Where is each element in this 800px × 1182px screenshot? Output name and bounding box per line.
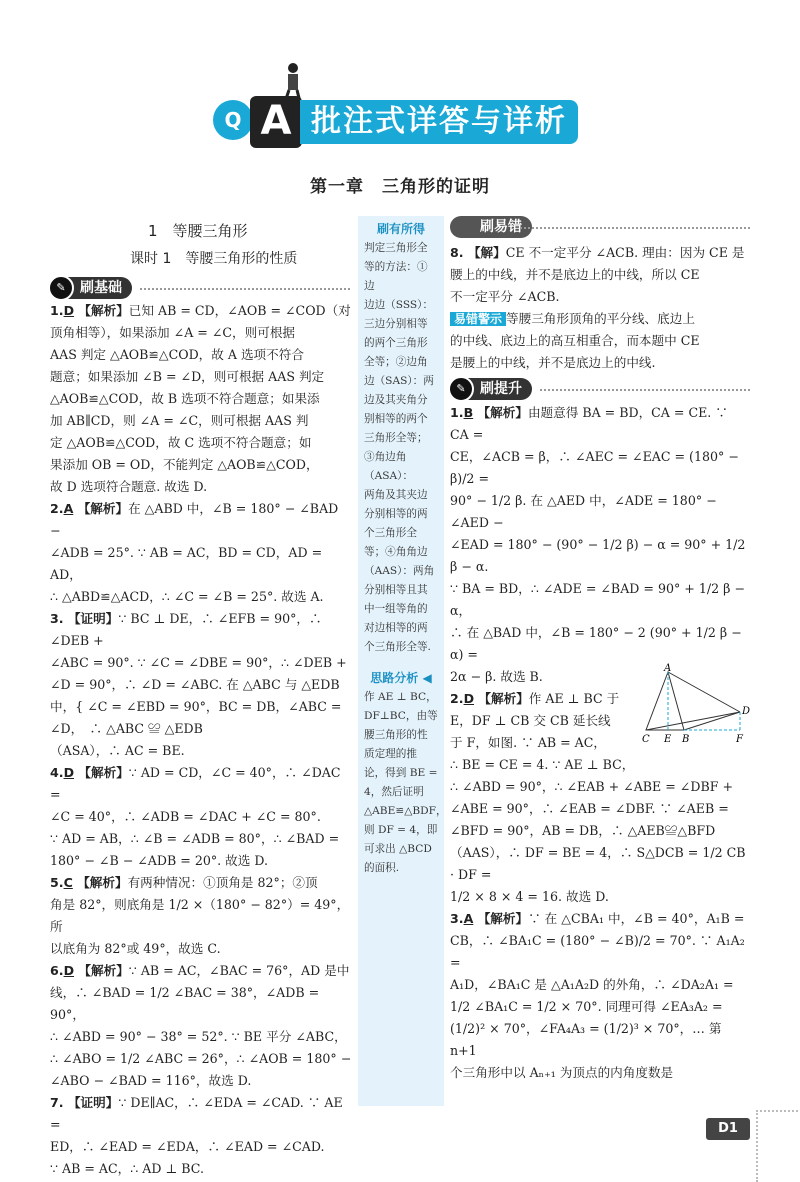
answer-item <box>450 308 750 374</box>
answer-text: ∴ 在 △BAD 中，∠B = 180° − 2 (90° + 1/2 β − α) = <box>450 625 742 662</box>
answer-line <box>450 820 750 842</box>
answer-text: （ASA），∴ AC = BE. <box>50 743 185 758</box>
answer-line <box>50 388 352 410</box>
answer-text: 加 AB∥CD，则 ∠A = ∠C，则可根据 AAS 判 <box>50 413 309 428</box>
answer-text: 等腰三角形顶角的平分线、底边上 <box>506 311 695 326</box>
note-line: 个三角形全 <box>364 527 417 539</box>
answer-text: 故 D 选项符合题意. 故选 D. <box>50 479 208 494</box>
answer-text: E，DF ⊥ CB 交 CB 延长线 <box>450 713 611 728</box>
item-number: 2. <box>450 691 464 706</box>
answer-line <box>50 982 352 1026</box>
label-c: C <box>642 734 650 745</box>
answer-line <box>50 322 352 344</box>
answer-line <box>50 938 352 960</box>
note-heading-1: 刷有所得 <box>376 222 425 236</box>
answer-text: CB，∴ ∠BA₁C = (180° − ∠B)/2 = 70°. ∵ A₁A₂ = <box>450 933 745 970</box>
answer-line <box>50 410 352 432</box>
answer-line <box>450 242 750 264</box>
answer-line <box>50 674 352 696</box>
answer-line <box>50 762 352 806</box>
note-line: 边边（SSS）： <box>364 299 434 311</box>
answer-line <box>50 498 352 542</box>
answer-line <box>50 1158 352 1180</box>
answer-line <box>450 352 750 374</box>
answer-text: 的中线、底边上的高互相重合，而本题中 CE <box>450 333 700 348</box>
answer-line <box>50 1092 352 1136</box>
answer-item <box>50 872 352 960</box>
header-banner: 批注式详答与详析 <box>300 100 578 144</box>
answer-text: 线，∴ ∠BAD = 1/2 ∠BAC = 38°，∠ADB = 90°， <box>50 985 320 1022</box>
answer-text: 以底角为 82°或 49°，故选 C. <box>50 941 221 956</box>
answer-line <box>50 300 352 322</box>
answer-text: ∴ ∠ABD = 90°，∴ ∠EAB + ∠ABE = ∠DBF + <box>450 779 734 794</box>
answer-line <box>450 842 750 886</box>
note-line: 分别相等的两 <box>364 508 428 520</box>
item-number: 4. <box>50 765 64 780</box>
answer-choice: D <box>63 765 75 780</box>
answer-text: 由题意得 BA = BD，CA = CE. ∵ CA = <box>450 405 728 442</box>
answer-line <box>450 446 750 490</box>
answer-text: ∴ ∠ABD = 90° − 38° = 52°. ∵ BE 平分 ∠ABC， <box>50 1029 347 1044</box>
answer-item <box>450 908 750 1084</box>
answer-text: ∵ AB = AC，∠BAC = 76°，AD 是中 <box>128 963 350 978</box>
label-d: D <box>742 706 751 717</box>
page-number: D1 <box>706 1118 750 1140</box>
answer-text: 1/2 ∠BA₁C = 1/2 × 70°. 同理可得 ∠EA₃A₂ = <box>450 999 723 1014</box>
answer-tag: 【解析】 <box>72 875 128 890</box>
answer-line <box>50 1070 352 1092</box>
answer-choice: B <box>463 405 474 420</box>
answer-line <box>450 330 750 352</box>
note-line: 分别相等且其 <box>364 584 428 596</box>
note-line: 的面积. <box>364 862 400 874</box>
note-line: 的两个三角形 <box>364 337 428 349</box>
answer-line <box>450 578 750 622</box>
answer-line <box>450 308 750 330</box>
answer-choice: D <box>63 303 75 318</box>
logo-a: A <box>250 96 302 148</box>
answer-choice: D <box>63 963 75 978</box>
answer-text: ∠D = 90°，∴ ∠D = ∠ABC. 在 △ABC 与 △EDB <box>50 677 340 692</box>
answer-line <box>450 974 750 996</box>
answer-item <box>50 300 352 498</box>
answer-line <box>50 542 352 586</box>
answer-tag: 【解析】 <box>474 691 529 706</box>
note-line: 腰三角形的性 <box>364 729 428 741</box>
logo-q: Q <box>213 100 253 140</box>
answer-line <box>50 806 352 828</box>
answer-text: AAS 判定 △AOB≌△COD，故 A 选项不符合 <box>50 347 304 362</box>
item-number: 3. <box>450 911 464 926</box>
answer-line <box>50 586 352 608</box>
answer-text: 腰上的中线，并不是底边上的中线，所以 CE <box>450 267 700 282</box>
answer-text: 顶角相等），如果添加 ∠A = ∠C，则可根据 <box>50 325 296 340</box>
answer-text: ∠ABO − ∠BAD = 116°，故选 D. <box>50 1073 252 1088</box>
note-line: DF⊥BC，由等 <box>364 710 438 722</box>
item-number: 3. <box>50 611 64 626</box>
item-number: 1. <box>50 303 64 318</box>
answer-text: 作 AE ⊥ BC 于 <box>528 691 620 706</box>
note-line: 作 AE ⊥ BC， <box>364 691 437 703</box>
label-f: F <box>736 734 743 745</box>
side-notes <box>358 216 447 1106</box>
answer-text: 定 △AOB≌△COD，故 C 选项不符合题意；如 <box>50 435 312 450</box>
answer-line <box>50 432 352 454</box>
warning-label: 易错警示 <box>450 312 506 326</box>
answer-text: △AOB≌△COD，故 B 选项不符合题意；如果添 <box>50 391 320 406</box>
answer-line <box>450 908 750 930</box>
answer-line <box>50 960 352 982</box>
divider <box>520 227 750 231</box>
answer-text: 个三角形中以 Aₙ₊₁ 为顶点的内角度数是 <box>450 1065 674 1080</box>
lesson-title: 课时 1 等腰三角形的性质 <box>130 251 298 267</box>
answer-text: 角是 82°，则底角是 1/2 ×（180° − 82°）= 49°，所 <box>50 897 350 934</box>
answer-tag: 【解析】 <box>473 405 528 420</box>
answer-text: 中，{ ∠C = ∠EBD = 90°，BC = DB，∠ABC = ∠D， ∴ △ABC ≌ △EDB <box>50 699 342 736</box>
answer-line <box>50 740 352 762</box>
answer-text: 题意；如果添加 ∠B = ∠D，则可根据 AAS 判定 <box>50 369 325 384</box>
answer-line <box>50 608 352 652</box>
chapter-title: 第一章 三角形的证明 <box>310 177 490 197</box>
note-line: 等；④角角边 <box>364 546 428 558</box>
answer-text: ∵ BA = BD，∴ ∠ADE = ∠BAD = 90° + 1/2 β − α， <box>450 581 745 618</box>
answer-text: 180° − ∠B − ∠ADB = 20°. 故选 D. <box>50 853 268 868</box>
answer-line <box>50 1026 352 1048</box>
answer-text: ∠ABC = 90°. ∵ ∠C = ∠DBE = 90°，∴ ∠DEB + <box>50 655 347 670</box>
note-line: △ABE≌△BDF， <box>364 805 447 817</box>
answer-text: 不一定平分 ∠ACB. <box>450 289 560 304</box>
section-title: 1 等腰三角形 <box>148 222 248 240</box>
answer-text: ∴ BE = CE = 4. ∵ AE ⊥ BC， <box>450 757 635 772</box>
answer-tag: 【证明】 <box>63 611 119 626</box>
answer-text: 在 △ABD 中，∠B = 180° − ∠BAD − <box>50 501 339 538</box>
corner-decoration <box>756 1110 800 1182</box>
note-line: 论，得到 BE = <box>364 767 438 779</box>
answer-item <box>450 242 750 308</box>
badge-error: 刷易错 <box>450 216 532 238</box>
note-line: 判定三角形全 <box>364 242 428 254</box>
label-a: A <box>664 663 672 674</box>
answer-line <box>450 1018 750 1062</box>
note-line: 边（SAS）：两 <box>364 375 434 387</box>
answer-text: 果添加 OB = OD，不能判定 △AOB≌△COD， <box>50 457 319 472</box>
answer-line <box>50 1136 352 1158</box>
note-line: 边及其夹角分 <box>364 394 428 406</box>
answer-text: ∵ BC ⊥ DE，∴ ∠EFB = 90°，∴ ∠DEB + <box>50 611 322 648</box>
answer-text: ∠EAD = 180° − (90° − 1/2 β) − α = 90° + 1/2 β − α. <box>450 537 746 574</box>
note-line: 则 DF = 4，即 <box>364 824 438 836</box>
note-line: 4，然后证明 <box>364 786 424 798</box>
answer-item <box>50 762 352 872</box>
answer-tag: 【解析】 <box>73 501 129 516</box>
brush-icon: ✎ <box>48 275 74 301</box>
note-line: 个三角形全等. <box>364 641 431 653</box>
answer-text: 已知 AB = CD，∠AOB = ∠COD（对 <box>128 303 351 318</box>
answer-line <box>50 454 352 476</box>
answer-item <box>50 1092 352 1180</box>
item-number: 6. <box>50 963 64 978</box>
note-line: 两角及其夹边 <box>364 489 428 501</box>
answer-text: A₁D，∠BA₁C 是 △A₁A₂D 的外角，∴ ∠DA₂A₁ = <box>450 977 734 992</box>
note-text-1 <box>358 237 444 657</box>
answer-text: 2α − β. 故选 B. <box>450 669 543 684</box>
note-line: 质定理的推 <box>364 748 417 760</box>
item-number: 1. <box>450 405 464 420</box>
answer-text: ∠C = 40°，∴ ∠ADB = ∠DAC + ∠C = 80°. <box>50 809 321 824</box>
answer-line <box>450 286 750 308</box>
answer-text: ∠ABE = 90°，∴ ∠EAB = ∠DBF. ∵ ∠AEB = <box>450 801 729 816</box>
note-line: 三边分别相等 <box>364 318 428 330</box>
answer-text: ∵ AD = AB，∴ ∠B = ∠ADB = 80°，∴ ∠BAD = <box>50 831 340 846</box>
answer-line <box>450 402 750 446</box>
answer-line <box>50 828 352 850</box>
answer-text: ∴ ∠ABO = 1/2 ∠ABC = 26°，∴ ∠AOB = 180° − <box>50 1051 352 1066</box>
answer-text: ∴ △ABD≌△ACD，∴ ∠C = ∠B = 25°. 故选 A. <box>50 589 324 604</box>
answer-line <box>50 366 352 388</box>
answer-text: 于 F，如图. ∵ AB = AC， <box>450 735 606 750</box>
note-line: （AAS）：两角 <box>364 565 435 577</box>
answer-text: ∠ADB = 25°. ∵ AB = AC，BD = CD，AD = AD， <box>50 545 323 582</box>
answer-text: CE，∠ACB = β，∴ ∠AEC = ∠EAC = (180° − β)/2 = <box>450 449 739 486</box>
answer-line <box>50 652 352 674</box>
item-number: 7. <box>50 1095 64 1110</box>
answer-line <box>50 696 352 740</box>
answer-line <box>450 798 750 820</box>
answer-line <box>450 490 750 534</box>
answer-text: 90° − 1/2 β. 在 △AED 中，∠ADE = 180° − ∠AED − <box>450 493 717 530</box>
answer-text: ∵ AD = CD，∠C = 40°，∴ ∠DAC = <box>50 765 341 802</box>
answer-choice: A <box>63 501 74 516</box>
note-heading-2: 思路分析 ◀ <box>370 671 432 685</box>
brush-icon: ✎ <box>448 376 474 402</box>
answer-line <box>50 476 352 498</box>
answer-item <box>450 402 750 688</box>
answer-line <box>50 894 352 938</box>
left-answers <box>50 300 352 1180</box>
note-line: 全等；②边角 <box>364 356 428 368</box>
answer-text: ∵ DE∥AC，∴ ∠EDA = ∠CAD. ∵ AE = <box>50 1095 343 1132</box>
divider <box>140 288 350 292</box>
answer-line <box>450 886 750 908</box>
answer-tag: 【证明】 <box>63 1095 119 1110</box>
answer-text: ∵ 在 △CBA₁ 中，∠B = 40°，A₁B = <box>528 911 745 926</box>
answer-text: 是腰上的中线，并不是底边上的中线. <box>450 355 656 370</box>
answer-line <box>450 776 750 798</box>
note-line: ③角边角（ASA）： <box>364 451 414 482</box>
note-line: 别相等的两个 <box>364 413 428 425</box>
badge-basic: 刷基础 <box>50 277 132 299</box>
answer-line <box>450 534 750 578</box>
answer-line <box>450 930 750 974</box>
answer-text: ∠BFD = 90°，AB = DB，∴ △AEB≌△BFD <box>450 823 716 838</box>
answer-text: （AAS），∴ DF = BE = 4，∴ S△DCB = 1/2 CB · DF = <box>450 845 746 882</box>
answer-item <box>50 960 352 1092</box>
note-line: 中一组等角的 <box>364 603 428 615</box>
answer-text: CE 不一定平分 ∠ACB. 理由：因为 CE 是 <box>505 245 745 260</box>
triangle-figure <box>636 662 752 746</box>
answer-choice: A <box>463 911 474 926</box>
answer-item <box>50 608 352 762</box>
answer-line <box>450 264 750 286</box>
item-number: 8. <box>450 245 464 260</box>
answer-choice: D <box>463 691 475 706</box>
note-line: 等的方法：①边 <box>364 261 428 292</box>
answer-item <box>50 498 352 608</box>
note-line: 对边相等的两 <box>364 622 428 634</box>
answer-text: 有两种情况：①顶角是 82°；②顶 <box>127 875 318 890</box>
answer-line <box>450 996 750 1018</box>
answer-text: 1/2 × 8 × 4 = 16. 故选 D. <box>450 889 609 904</box>
answer-line <box>450 754 750 776</box>
answer-tag: 【解】 <box>463 245 506 260</box>
answer-tag: 【解析】 <box>74 963 129 978</box>
divider <box>540 389 750 393</box>
answer-line <box>450 622 750 666</box>
note-line: 三角形全等； <box>364 432 428 444</box>
answer-tag: 【解析】 <box>473 911 529 926</box>
item-number: 5. <box>50 875 64 890</box>
label-b: B <box>682 734 690 745</box>
answer-line <box>50 1048 352 1070</box>
note-line: 可求出 △BCD <box>364 843 432 855</box>
answer-line <box>450 1062 750 1084</box>
label-e: E <box>664 734 672 745</box>
item-number: 2. <box>50 501 64 516</box>
answer-line <box>50 850 352 872</box>
note-text-2 <box>358 686 447 878</box>
answer-text: (1/2)² × 70°，∠FA₄A₃ = (1/2)³ × 70°，… 第 n+1 <box>450 1021 722 1058</box>
answer-choice: C <box>63 875 73 890</box>
badge-improve: 刷提升 <box>450 378 532 400</box>
answer-line <box>50 872 352 894</box>
answer-line <box>50 344 352 366</box>
answer-text: ∵ AB = AC，∴ AD ⊥ BC. <box>50 1161 204 1176</box>
answer-tag: 【解析】 <box>74 765 129 780</box>
answer-tag: 【解析】 <box>74 303 129 318</box>
answer-text: ED，∴ ∠EAD = ∠EDA，∴ ∠EAD = ∠CAD. <box>50 1139 325 1154</box>
right-answers-error <box>450 242 750 374</box>
